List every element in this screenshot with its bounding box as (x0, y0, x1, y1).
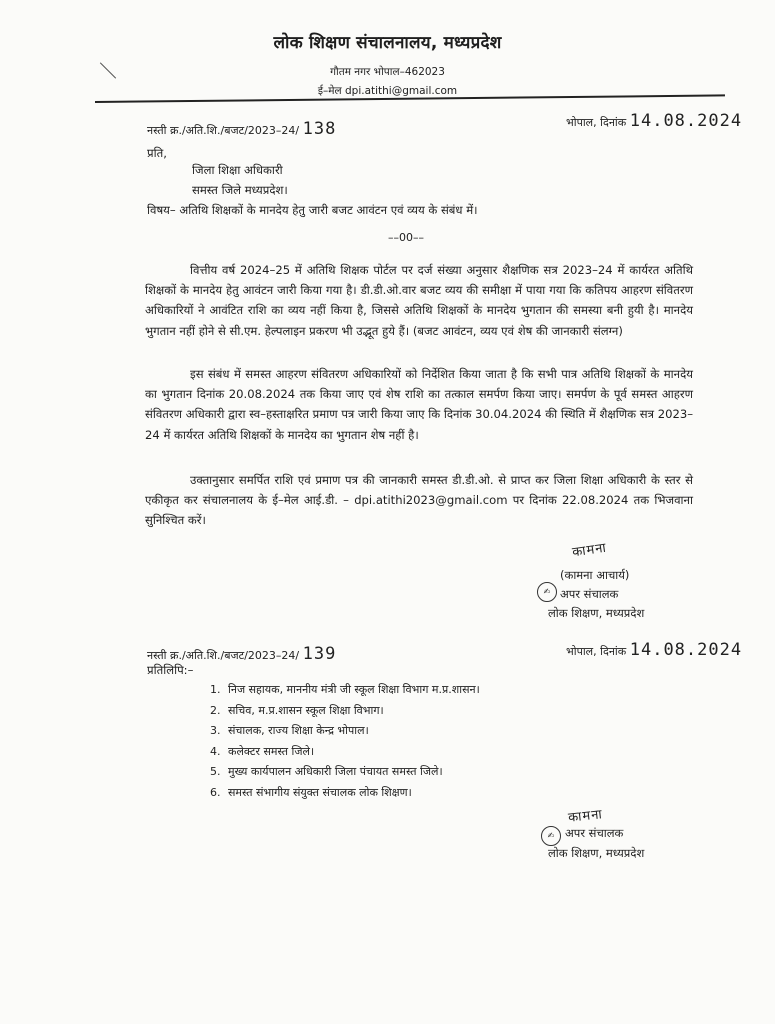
separator: ––00–– (388, 231, 424, 244)
date-handwritten: 14.08.2024 (629, 111, 743, 131)
list-item: 6. समस्त संभागीय संयुक्त संचालक लोक शिक्षण। (210, 785, 412, 799)
office-title: लोक शिक्षण संचालनालय, मध्यप्रदेश (273, 33, 502, 53)
list-item: 4. कलेक्टर समस्त जिले। (210, 744, 315, 758)
prati-label: प्रति, (147, 146, 167, 160)
office-email: ई–मेल dpi.atithi@gmail.com (317, 85, 458, 97)
list-item: 2. सचिव, म.प्र.शासन स्कूल शिक्षा विभाग। (210, 703, 384, 717)
recipient-line-1: जिला शिक्षा अधिकारी (192, 163, 283, 177)
signatory-name: (कामना आचार्य) (560, 568, 630, 582)
reference-prefix-2: नस्ती क्र./अति.शि./बजट/2023–24/ (147, 649, 300, 662)
signatory-office: लोक शिक्षण, मध्यप्रदेश (548, 606, 645, 620)
initials-stamp-icon: ✍ (537, 582, 557, 602)
body-paragraph-1: वित्तीय वर्ष 2024–25 में अतिथि शिक्षक पोर्टल पर दर्ज संख्या अनुसार शैक्षणिक सत्र 2023–24 में कार्यरत अतिथि शिक्षकों के मानदेय हेतु आवंटन जारी किया गया है। डी.डी.ओ.वार बजट व्यय की समीक्षा में पाया गया कि कतिपय आहरण संवितरण अधिकारियों ने आवंटित राशि का व्यय नहीं किया है, जिससे अतिथि शिक्षकों के मानदेय भुगतान की समस्या बनी हुयी है। मानदेय भुगतान नहीं होने से सी.एम. हेल्पलाइन प्रकरण भी उद्भूत हुये हैं। (बजट आवंटन, व्यय एवं शेष की जानकारी संलग्न) (145, 263, 693, 338)
list-item: 5. मुख्य कार्यपालन अधिकारी जिला पंचायत समस्त जिले। (210, 765, 443, 778)
reference-number-handwritten: 138 (302, 119, 337, 139)
copy-recipient-list (210, 680, 480, 803)
signatory-designation: अपर संचालक (560, 587, 619, 601)
office-address: गौतम नगर भोपाल–462023 (330, 66, 445, 78)
date-handwritten-2: 14.08.2024 (629, 640, 743, 660)
signatory-office-2: लोक शिक्षण, मध्यप्रदेश (548, 846, 645, 860)
recipient-line-2: समस्त जिले मध्यप्रदेश। (192, 183, 288, 197)
copy-label: प्रतिलिपि:– (147, 663, 194, 677)
list-item: 1. निज सहायक, माननीय मंत्री जी स्कूल शिक्षा विभाग म.प्र.शासन। (210, 683, 480, 696)
list-item: 3. संचालक, राज्य शिक्षा केन्द्र भोपाल। (210, 724, 369, 737)
signatory-designation-2: अपर संचालक (565, 826, 624, 840)
body-paragraph-3: उक्तानुसार समर्पित राशि एवं प्रमाण पत्र की जानकारी समस्त डी.डी.ओ. से प्राप्त कर जिला शिक्षा अधिकारी के स्तर से एकीकृत कर संचालनालय के ई–मेल आई.डी. – dpi.atithi2023@gmail.com पर दिनांक 22.08.2024 तक भिजवाना सुनिश्चित करें। (145, 473, 693, 528)
initials-stamp-icon-2: ✍ (541, 826, 561, 846)
handwritten-signature-2: कामना (567, 807, 604, 826)
subject-line: विषय– अतिथि शिक्षकों के मानदेय हेतु जारी बजट आवंटन एवं व्यय के संबंध में। (147, 203, 478, 217)
reference-prefix: नस्ती क्र./अति.शि./बजट/2023–24/ (147, 124, 300, 137)
body-paragraph-2: इस संबंध में समस्त आहरण संवितरण अधिकारियों को निर्देशित किया जाता है कि सभी पात्र अतिथि शिक्षकों के मानदेय का भुगतान दिनांक 20.08.2024 तक किया जाए एवं शेष राशि का तत्काल समर्पण किया जाए। समर्पण के पूर्व समस्त आहरण संवितरण अधिकारी द्वारा स्व–हस्ताक्षरित प्रमाण पत्र जारी किया जाए कि दिनांक 30.04.2024 की स्थिति में शैक्षणिक सत्र 2023–24 में कार्यरत अतिथि शिक्षकों के मानदेय का भुगतान शेष नहीं है। (145, 367, 693, 442)
date-line-2 (566, 640, 742, 660)
handwritten-signature: कामना (571, 540, 608, 561)
reference-number-handwritten-2: 139 (302, 644, 337, 664)
date-label-2: भोपाल, दिनांक (566, 645, 627, 658)
date-label: भोपाल, दिनांक (566, 116, 627, 129)
reference-number-line (147, 119, 336, 139)
date-line (566, 111, 742, 131)
